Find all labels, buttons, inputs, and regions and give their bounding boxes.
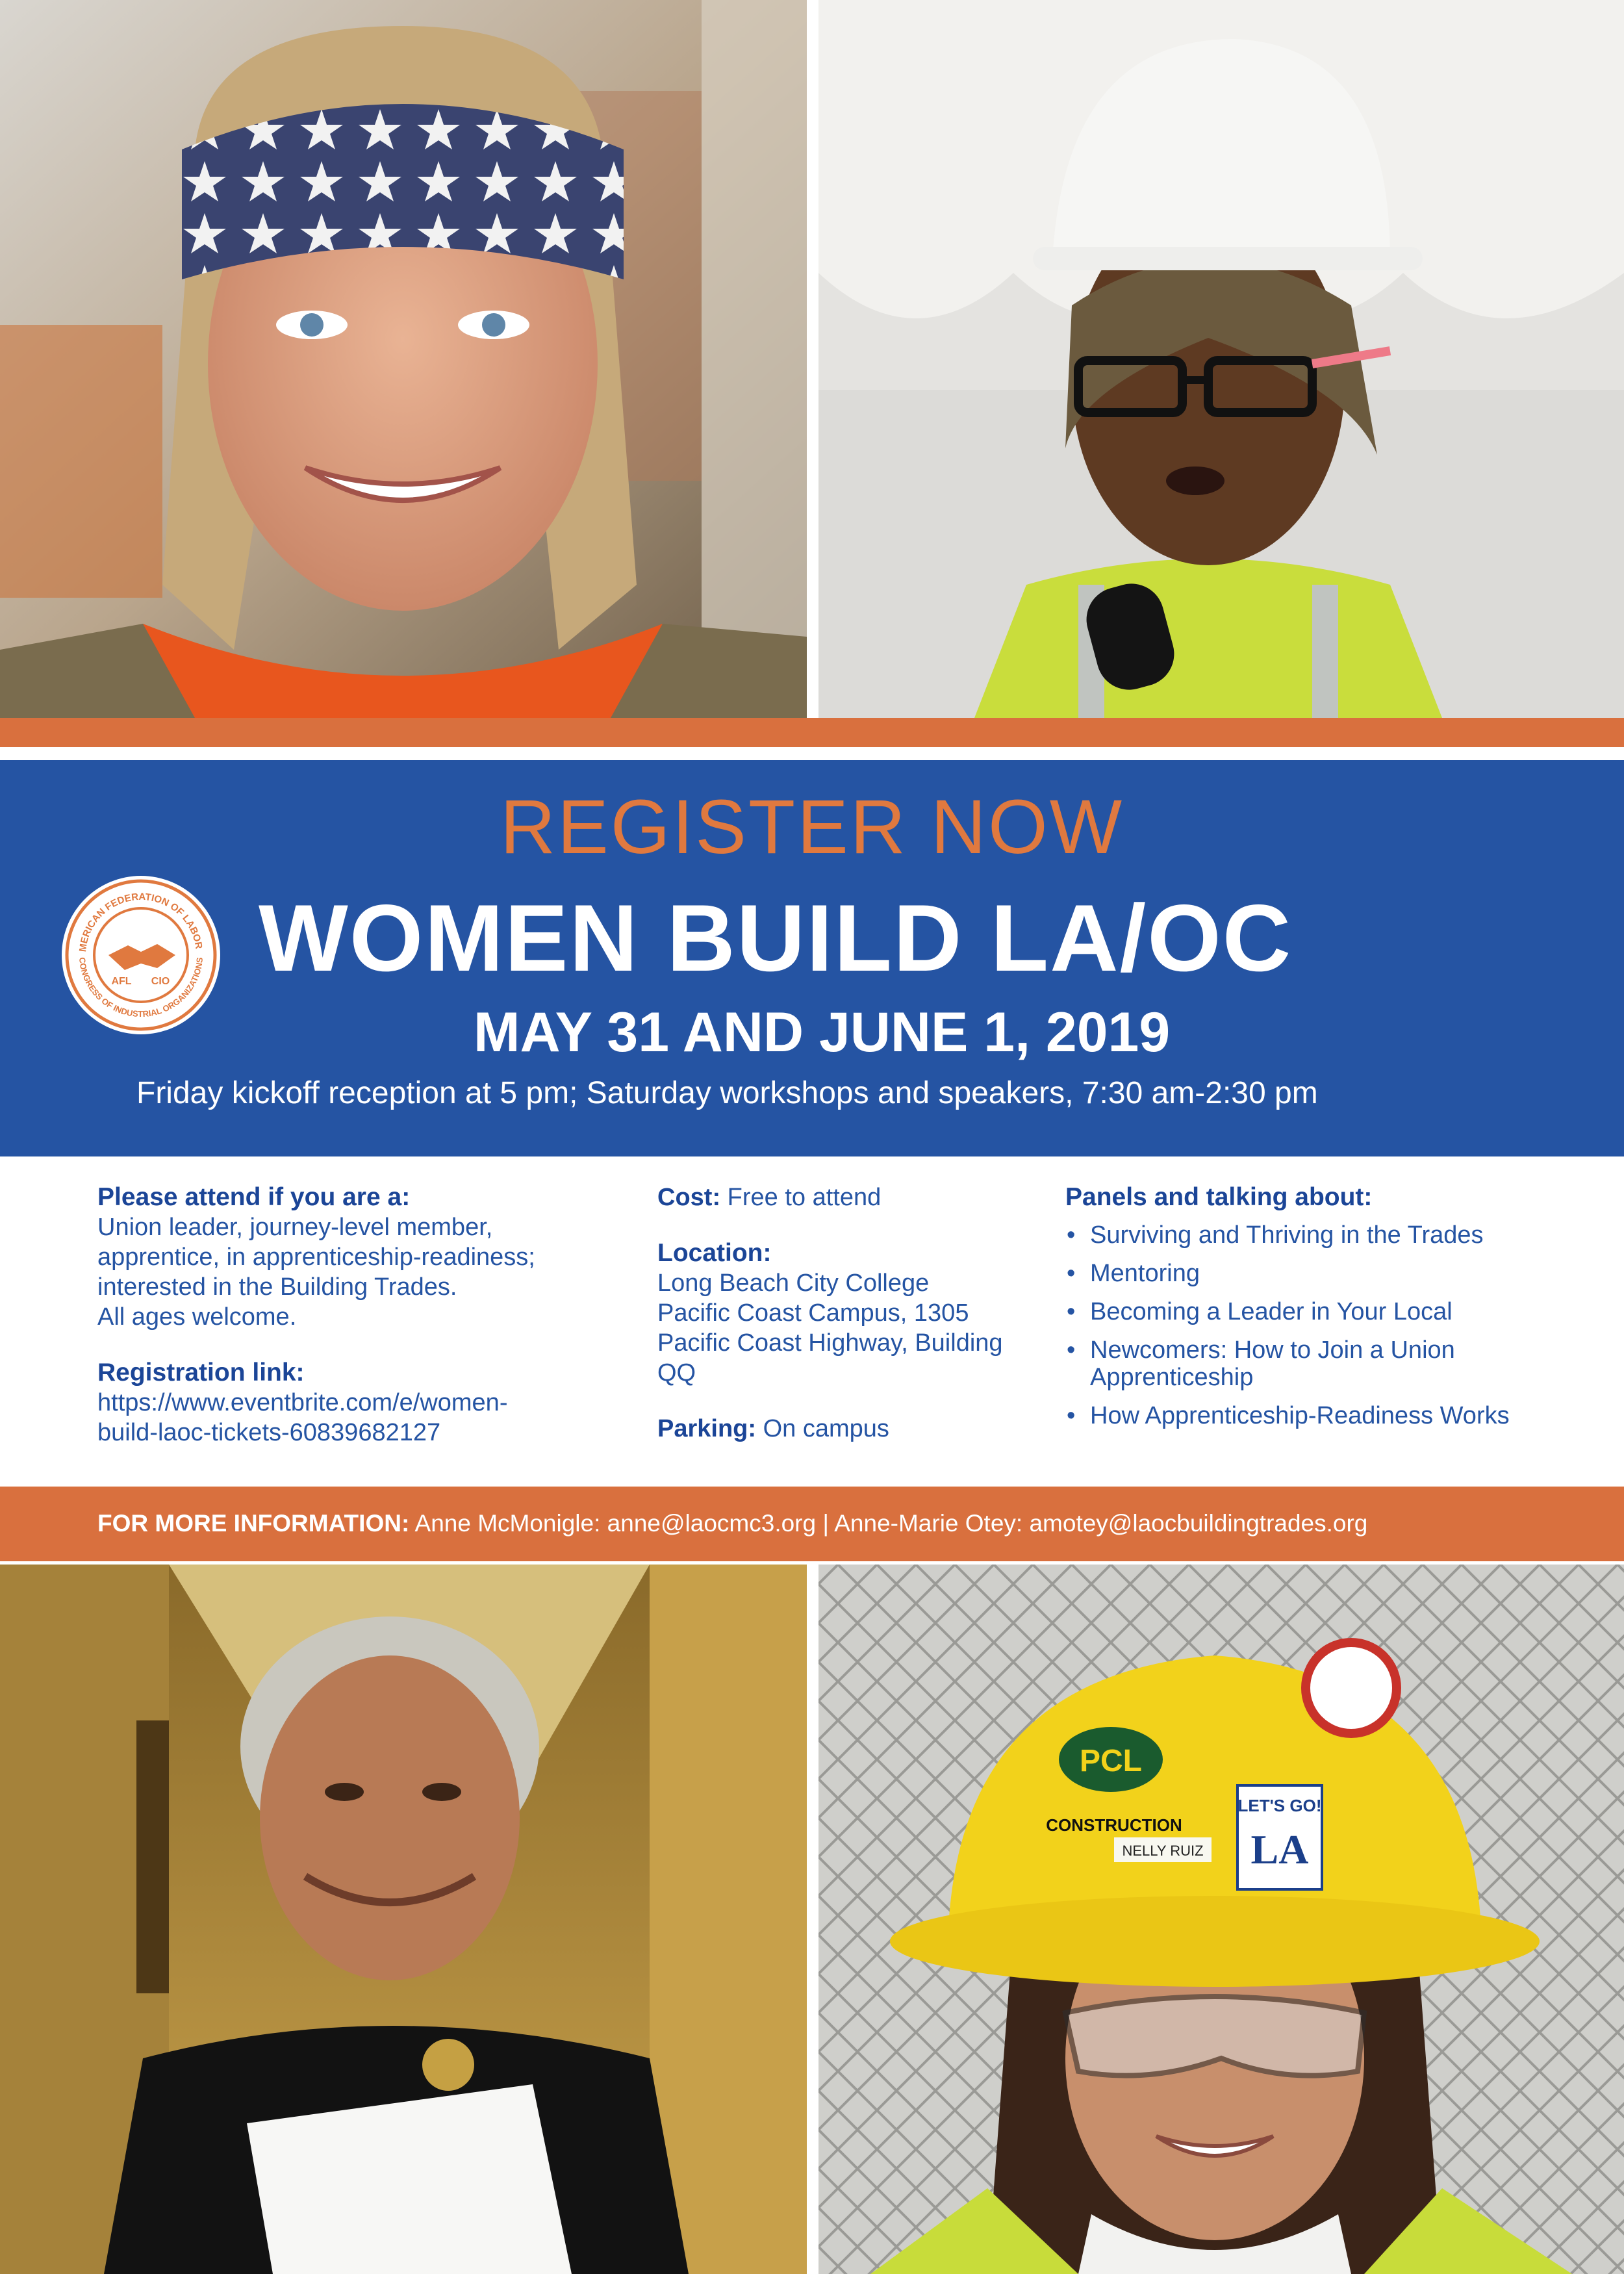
panel-item-label: Becoming a Leader in Your Local: [1090, 1298, 1453, 1325]
attend-column: [97, 1182, 591, 1448]
bullet-icon: •: [1067, 1221, 1076, 1249]
photo-woman-star-headband: [0, 0, 807, 718]
photo-woman-hardhat-microphone: [818, 0, 1624, 718]
attend-line: All ages welcome.: [97, 1303, 297, 1331]
seal-ring-top-text: MERICAN FEDERATION OF LABOR: [77, 891, 205, 952]
registration-link-line[interactable]: https://www.eventbrite.com/e/women-: [97, 1389, 508, 1416]
cost-value: Free to attend: [727, 1184, 882, 1211]
bullet-icon: •: [1067, 1336, 1076, 1364]
helmet-brand-text: PCL: [1080, 1744, 1142, 1778]
bullet-icon: •: [1067, 1260, 1076, 1287]
helmet-name-text: NELLY RUIZ: [1122, 1843, 1204, 1859]
seal-afl-text: AFL: [111, 976, 132, 987]
top-white-gap: [0, 747, 1624, 760]
logistics-column: [657, 1182, 1047, 1444]
sticker-text: LET'S GO!: [1237, 1796, 1322, 1815]
contact2-name: Anne-Marie Otey:: [834, 1510, 1023, 1537]
contact1-name: Anne McMonigle:: [414, 1510, 601, 1537]
event-title: WOMEN BUILD LA/OC: [259, 885, 1293, 991]
location-line: Pacific Coast Campus, 1305: [657, 1299, 969, 1327]
contact-separator: |: [822, 1510, 829, 1537]
parking-label: Parking:: [657, 1415, 757, 1442]
panel-item-label: Surviving and Thriving in the Trades: [1090, 1221, 1484, 1249]
panels-heading: Panels and talking about:: [1065, 1183, 1373, 1211]
sticker-logo-text: LA: [1250, 1826, 1309, 1872]
cost-row: [657, 1182, 1047, 1212]
bullet-icon: •: [1067, 1298, 1076, 1325]
helmet-label-text: CONSTRUCTION: [1046, 1815, 1182, 1835]
top-orange-stripe: [0, 718, 1624, 747]
bullet-icon: •: [1067, 1402, 1076, 1429]
panels-column: [1065, 1182, 1598, 1440]
attend-line: Union leader, journey-level member,: [97, 1214, 493, 1241]
parking-value: On campus: [763, 1415, 889, 1442]
contact1-email-link[interactable]: anne@laocmc3.org: [607, 1510, 817, 1537]
parking-row: [657, 1414, 1047, 1444]
location-line: Pacific Coast Highway, Building: [657, 1329, 1003, 1357]
panel-item-label: Mentoring: [1090, 1260, 1200, 1287]
panel-item: [1065, 1298, 1598, 1325]
panel-item-label: Newcomers: How to Join a Union Apprenticeship: [1090, 1336, 1455, 1391]
registration-heading: Registration link:: [97, 1359, 305, 1386]
seal-cio-text: CIO: [151, 976, 170, 987]
photo-woman-yellow-hardhat: [818, 1565, 1624, 2274]
panel-item-label: How Apprenticeship-Readiness Works: [1090, 1402, 1510, 1429]
panels-list: [1065, 1221, 1598, 1429]
more-info-label: FOR MORE INFORMATION:: [97, 1510, 410, 1537]
attend-heading: Please attend if you are a:: [97, 1183, 411, 1211]
panel-item: [1065, 1260, 1598, 1287]
more-info-text: [97, 1510, 1367, 1537]
event-schedule: Friday kickoff reception at 5 pm; Saturday workshops and speakers, 7:30 am-2:30 pm: [136, 1076, 1318, 1110]
seal-ring-bottom-text: CONGRESS OF INDUSTRIAL ORGANIZATIONS: [77, 956, 205, 1019]
cost-label: Cost:: [657, 1184, 721, 1211]
register-now-heading: REGISTER NOW: [500, 784, 1124, 870]
contact2-email-link[interactable]: amotey@laocbuildingtrades.org: [1029, 1510, 1368, 1537]
panel-item: [1065, 1336, 1493, 1391]
location-line: Long Beach City College: [657, 1270, 930, 1297]
event-dates: MAY 31 AND JUNE 1, 2019: [473, 1001, 1171, 1064]
panel-item: [1065, 1402, 1598, 1429]
panel-item: [1065, 1221, 1598, 1249]
location-line: QQ: [657, 1359, 696, 1386]
registration-link-line[interactable]: build-laoc-tickets-60839682127: [97, 1419, 441, 1446]
attend-line: apprentice, in apprenticeship-readiness;: [97, 1244, 535, 1271]
photo-older-woman-hallway: [0, 1565, 807, 2274]
location-heading: Location:: [657, 1239, 772, 1267]
attend-line: interested in the Building Trades.: [97, 1273, 457, 1301]
